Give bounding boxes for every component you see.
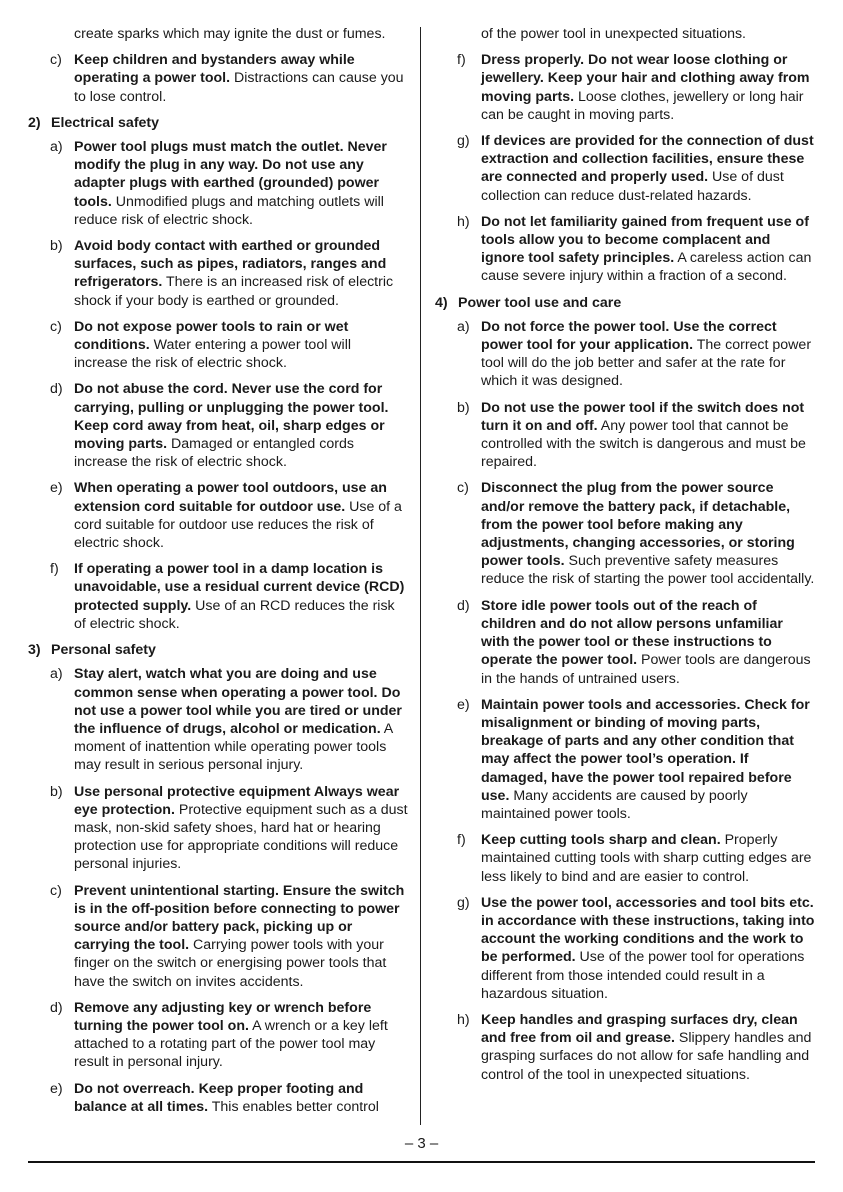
footer-rule <box>28 1161 815 1163</box>
list-item: b) Use personal protective equipment Always wear eye protection. Protective equipment such as a dust mask, non-skid safety shoes, hard hat or hearing protection use for appropriate conditions will reduce personal injuries. <box>50 783 408 873</box>
list-item: f) Keep cutting tools sharp and clean. Properly maintained cutting tools with sharp cutting edges are less likely to bind and are easier to control. <box>457 832 812 885</box>
list-item: a) Power tool plugs must match the outlet. Never modify the plug in any way. Do not use any adapter plugs with earthed (grounded) power tools. Unmodified plugs and matching outlets will reduce risk of electric shock. <box>50 139 387 228</box>
list-item: c) Keep children and bystanders away while operating a power tool. Distractions can cause you to lose control. <box>50 52 404 105</box>
list-item: a) Do not force the power tool. Use the correct power tool for your application. The correct power tool will do the job better and safer at the rate for which it was designed. <box>457 318 812 390</box>
list-item: e) When operating a power tool outdoors, use an extension cord suitable for outdoor use. Use of a cord suitable for outdoor use reduces the risk of electric shock. <box>50 480 402 552</box>
column-divider <box>420 27 421 1125</box>
list-item: d) Store idle power tools out of the reach of children and do not allow persons unfamiliar with the power tool or these instructions to operate the power tool. Power tools are dangerous in the hands of untrained users. <box>457 597 811 687</box>
list-item: g) Use the power tool, accessories and tool bits etc. in accordance with these instructions, taking into account the working conditions and the work to be performed. Use of the power tool for operations different from those intended could result in a hazardous situation. <box>457 894 815 1002</box>
section-heading-electrical-safety: 2) Electrical safety <box>28 114 160 131</box>
list-item: c) Disconnect the plug from the power source and/or remove the battery pack, if detachable, from the power tool before making any adjustments, changing accessories, or storing power tools. Such preventive safety measures reduce the risk of starting the power tool accidentally. <box>457 480 815 588</box>
continued-paragraph: create sparks which may ignite the dust or fumes. <box>74 26 386 42</box>
section-heading-power-tool-use: 4) Power tool use and care <box>435 294 622 311</box>
list-item: g) If devices are provided for the connection of dust extraction and collection facilities, ensure these are connected and properly used. Use of dust collection can reduce dust-related hazards. <box>457 133 814 204</box>
list-item: f) If operating a power tool in a damp location is unavoidable, use a residual current device (RCD) protected supply. Use of an RCD reduces the risk of electric shock. <box>50 561 405 632</box>
list-item: d) Do not abuse the cord. Never use the cord for carrying, pulling or unplugging the power tool. Keep cord away from heat, oil, sharp edges or moving parts. Damaged or entangled cords increase the risk of electric shock. <box>50 381 389 471</box>
page-number: – 3 – <box>404 1135 439 1152</box>
list-item: h) Do not let familiarity gained from frequent use of tools allow you to become complacent and ignore tool safety principles. A careless action can cause severe injury within a fraction of a second. <box>457 213 812 285</box>
list-item: f) Dress properly. Do not wear loose clothing or jewellery. Keep your hair and clothing away from moving parts. Loose clothes, jewellery or long hair can be caught in moving parts. <box>457 52 810 123</box>
left-column <box>28 25 408 1124</box>
list-item: c) Prevent unintentional starting. Ensure the switch is in the off-position before connecting to power source and/or battery pack, picking up or carrying the tool. Carrying power tools with your finger on the switch or energising power tools that have the switch on invites accidents. <box>50 882 405 990</box>
list-item: c) Do not expose power tools to rain or wet conditions. Water entering a power tool will increase the risk of electric shock. <box>50 318 352 372</box>
continued-paragraph: of the power tool in unexpected situations. <box>481 26 747 42</box>
right-column <box>435 25 815 1092</box>
list-item: b) Do not use the power tool if the switch does not turn it on and off. Any power tool that cannot be controlled with the switch is dangerous and must be repaired. <box>457 399 806 471</box>
list-item: a) Stay alert, watch what you are doing and use common sense when operating a power tool. Do not use a power tool while you are tired or under the influence of drugs, alcohol or medication. A moment of inattention while operating power tools may result in serious personal injury. <box>50 666 402 774</box>
section-heading-personal-safety: 3) Personal safety <box>28 642 156 659</box>
list-item: d) Remove any adjusting key or wrench before turning the power tool on. A wrench or a key left attached to a rotating part of the power tool may result in personal injury. <box>50 999 388 1071</box>
list-item: h) Keep handles and grasping surfaces dry, clean and free from oil and grease. Slippery handles and grasping surfaces do not allow for safe handling and control of the tool in unexpected situations. <box>457 1011 812 1083</box>
list-item: e) Do not overreach. Keep proper footing and balance at all times. This enables better control <box>50 1080 379 1115</box>
list-item: e) Maintain power tools and accessories. Check for misalignment or binding of moving parts, breakage of parts and any other condition that may affect the power tool’s operation. If damaged, have the power tool repaired before use. Many accidents are caused by poorly maintained power tools. <box>457 696 810 822</box>
list-item: b) Avoid body contact with earthed or grounded surfaces, such as pipes, radiators, ranges and refrigerators. There is an increased risk of electric shock if your body is earthed or grounded. <box>50 238 394 309</box>
